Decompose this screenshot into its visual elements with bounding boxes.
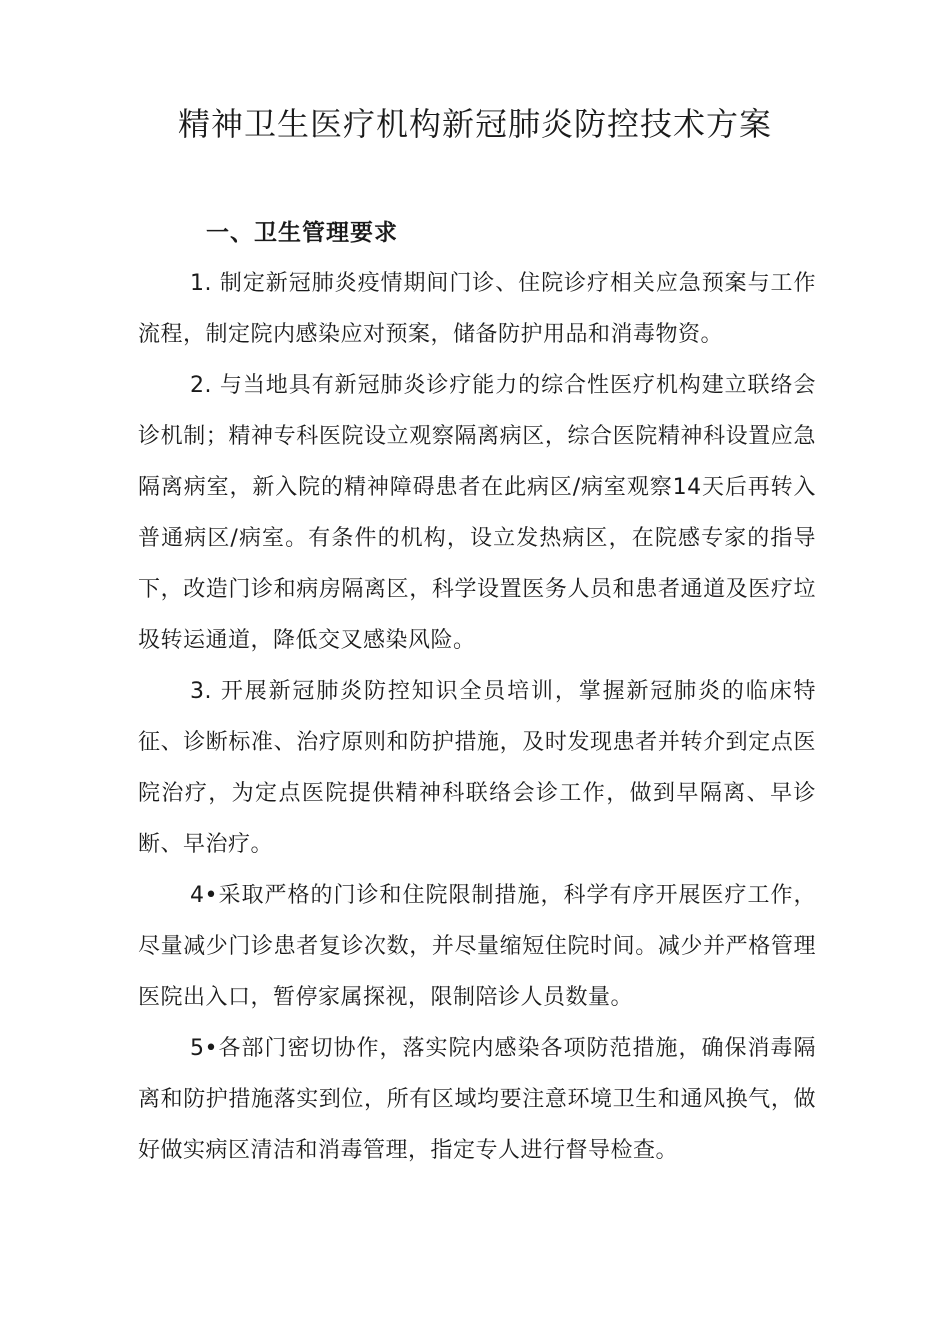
document-title: 精神卫生医疗机构新冠肺炎防控技术方案 bbox=[177, 105, 772, 143]
paragraph-2: 2. 与当地具有新冠肺炎诊疗能力的综合性医疗机构建立联络会诊机制；精神专科医院设立观察隔离病区，综合医院精神科设置应急隔离病室，新入院的精神障碍患者在此病区/病室观察14天后再转入普通病区/病室。有条件的机构，设立发热病区，在院感专家的指导下，改造门诊和病房隔离区，科学设置医务人员和患者通道及医疗垃圾转运通道，降低交叉感染风险。 bbox=[138, 373, 816, 653]
section-heading: 一、卫生管理要求 bbox=[206, 220, 398, 246]
paragraph-4: 4•采取严格的门诊和住院限制措施，科学有序开展医疗工作，尽量减少门诊患者复诊次数，并尽量缩短住院时间。减少并严格管理医院出入口，暂停家属探视，限制陪诊人员数量。 bbox=[138, 883, 816, 1010]
section-body bbox=[138, 258, 816, 1176]
paragraph-5: 5•各部门密切协作，落实院内感染各项防范措施，确保消毒隔离和防护措施落实到位，所有区域均要注意环境卫生和通风换气，做好做实病区清洁和消毒管理，指定专人进行督导检查。 bbox=[138, 1036, 816, 1163]
paragraph-3: 3. 开展新冠肺炎防控知识全员培训，掌握新冠肺炎的临床特征、诊断标准、治疗原则和防护措施，及时发现患者并转介到定点医院治疗，为定点医院提供精神科联络会诊工作，做到早隔离、早诊断、早治疗。 bbox=[138, 679, 816, 857]
paragraph-1: 1. 制定新冠肺炎疫情期间门诊、住院诊疗相关应急预案与工作流程，制定院内感染应对预案，储备防护用品和消毒物资。 bbox=[138, 271, 816, 347]
